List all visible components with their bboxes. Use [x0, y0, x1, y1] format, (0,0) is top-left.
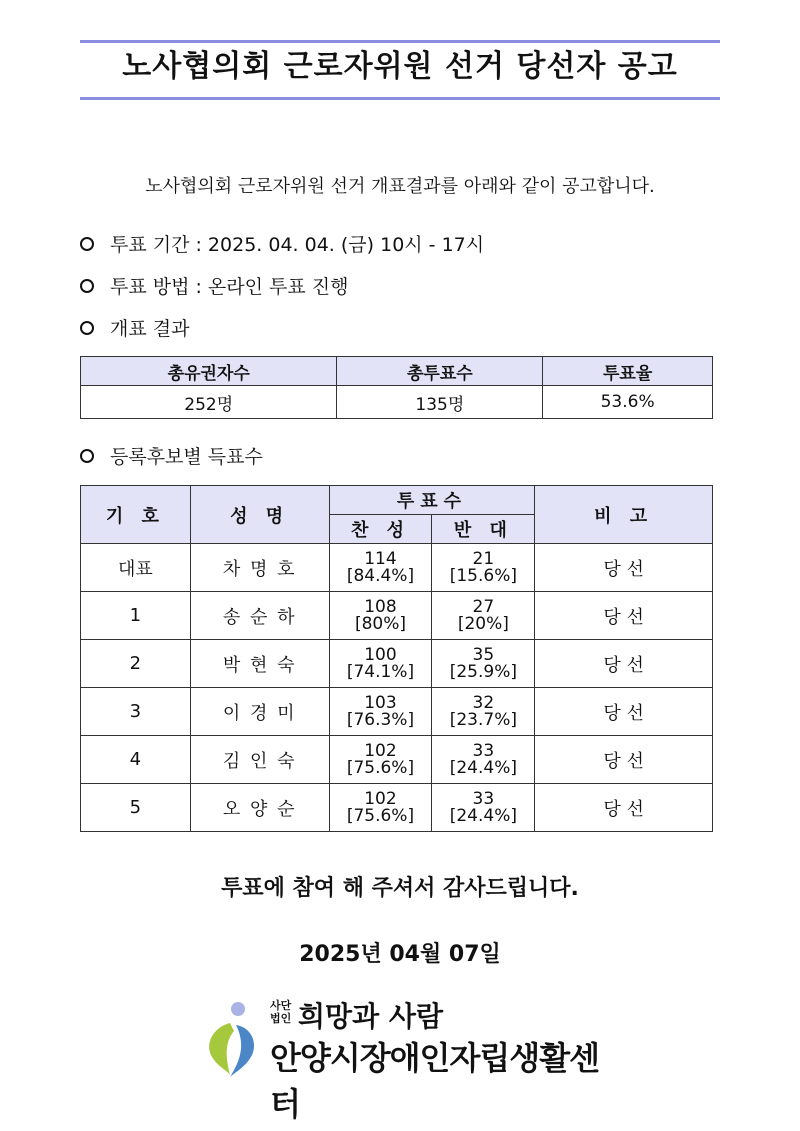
- votes-against-percent: [23.7%]: [449, 709, 518, 730]
- candidate-row: [81, 592, 713, 640]
- intro-text: 노사협의회 근로자위원 선거 개표결과를 아래와 같이 공고합니다.: [145, 176, 655, 197]
- summary-header-row: [81, 357, 713, 386]
- votes-for-percent: [74.1%]: [346, 661, 415, 682]
- votes-for-percent: [75.6%]: [346, 805, 415, 826]
- votes-against: [432, 784, 535, 832]
- organization-logo-icon: [200, 999, 270, 1079]
- period-text: 투표 기간 : 2025. 04. 04. (금) 10시 - 17시: [110, 234, 485, 256]
- votes-for: [329, 784, 432, 832]
- votes-against-count: 35: [472, 644, 495, 665]
- circle-bullet-icon: [80, 449, 94, 463]
- votes-for: [329, 544, 432, 592]
- votes-against-percent: [20%]: [457, 613, 509, 634]
- votes-against-count: 33: [472, 740, 495, 761]
- header-name: 성 명: [190, 486, 329, 544]
- organization-name: 안양시장애인자립생활센터: [270, 1039, 600, 1123]
- page-title: 노사협의회 근로자위원 선거 당선자 공고: [122, 49, 678, 84]
- total-voters-value: 252명: [81, 386, 337, 419]
- candidate-name: 김 인 숙: [190, 736, 329, 784]
- organization-signature: [200, 995, 620, 1123]
- votes-for-count: 114: [364, 548, 397, 569]
- total-votes-value: 135명: [337, 386, 543, 419]
- votes-against: [432, 592, 535, 640]
- votes-against-count: 21: [472, 548, 495, 569]
- votes-for-count: 103: [364, 692, 397, 713]
- votes-against: [432, 544, 535, 592]
- candidate-row: [81, 544, 713, 592]
- votes-for: [329, 592, 432, 640]
- header-against: 반 대: [432, 515, 535, 544]
- summary-table: [80, 356, 713, 419]
- organization-type: [270, 999, 291, 1025]
- votes-against-percent: [24.4%]: [449, 805, 518, 826]
- votes-against: [432, 688, 535, 736]
- bullet-result: [80, 314, 189, 341]
- votes-for-percent: [76.3%]: [346, 709, 415, 730]
- method-text: 투표 방법 : 온라인 투표 진행: [110, 276, 349, 298]
- candidate-name: 이 경 미: [190, 688, 329, 736]
- org-type-line2: 법인: [270, 1012, 292, 1025]
- header-votes: 투표수: [329, 486, 535, 515]
- votes-against: [432, 736, 535, 784]
- candidate-name: 박 현 숙: [190, 640, 329, 688]
- votes-against-count: 33: [472, 788, 495, 809]
- circle-bullet-icon: [80, 279, 94, 293]
- candidate-row: [81, 640, 713, 688]
- votes-for-percent: [80%]: [354, 613, 406, 634]
- header-turnout: 투표율: [543, 357, 713, 386]
- header-total-voters: 총유권자수: [81, 357, 337, 386]
- votes-for: [329, 688, 432, 736]
- votes-against-count: 32: [472, 692, 495, 713]
- thanks-text: 투표에 참여 해 주셔서 감사드립니다.: [221, 876, 579, 901]
- votes-against: [432, 640, 535, 688]
- candidate-name: 차 명 호: [190, 544, 329, 592]
- candidate-note: 당 선: [535, 736, 713, 784]
- candidate-note: 당 선: [535, 784, 713, 832]
- votes-for-count: 102: [364, 788, 397, 809]
- title-banner: [80, 40, 720, 100]
- circle-bullet-icon: [80, 321, 94, 335]
- bullet-candidates: [80, 442, 263, 469]
- votes-against-count: 27: [472, 596, 495, 617]
- candidate-symbol: 1: [81, 592, 191, 640]
- turnout-value: 53.6%: [543, 386, 713, 419]
- votes-against-percent: [25.9%]: [449, 661, 518, 682]
- candidate-symbol: 대표: [81, 544, 191, 592]
- votes-for: [329, 640, 432, 688]
- candidates-heading: 등록후보별 득표수: [110, 446, 263, 468]
- header-total-votes: 총투표수: [337, 357, 543, 386]
- result-heading: 개표 결과: [110, 318, 190, 340]
- candidate-note: 당 선: [535, 544, 713, 592]
- header-symbol: 기 호: [81, 486, 191, 544]
- candidate-note: 당 선: [535, 592, 713, 640]
- candidate-symbol: 3: [81, 688, 191, 736]
- date-text: 2025년 04월 07일: [299, 942, 501, 967]
- bullet-method: [80, 272, 349, 299]
- candidates-table: [80, 485, 713, 832]
- org-type-line1: 사단: [270, 999, 292, 1012]
- organization-slogan: 희망과 사람: [298, 1000, 443, 1033]
- votes-against-percent: [15.6%]: [449, 565, 518, 586]
- candidate-row: [81, 736, 713, 784]
- candidate-name: 오 양 순: [190, 784, 329, 832]
- votes-for-count: 108: [364, 596, 397, 617]
- votes-against-percent: [24.4%]: [449, 757, 518, 778]
- header-note: 비 고: [535, 486, 713, 544]
- votes-for-percent: [75.6%]: [346, 757, 415, 778]
- summary-value-row: [81, 386, 713, 419]
- candidate-symbol: 5: [81, 784, 191, 832]
- candidate-note: 당 선: [535, 688, 713, 736]
- circle-bullet-icon: [80, 237, 94, 251]
- candidate-note: 당 선: [535, 640, 713, 688]
- header-for: 찬 성: [329, 515, 432, 544]
- candidates-header-row: [81, 486, 713, 515]
- votes-for-count: 102: [364, 740, 397, 761]
- votes-for: [329, 736, 432, 784]
- candidate-symbol: 4: [81, 736, 191, 784]
- bullet-period: [80, 230, 484, 257]
- votes-for-count: 100: [364, 644, 397, 665]
- candidate-row: [81, 784, 713, 832]
- candidate-symbol: 2: [81, 640, 191, 688]
- candidate-row: [81, 688, 713, 736]
- candidate-name: 송 순 하: [190, 592, 329, 640]
- votes-for-percent: [84.4%]: [346, 565, 415, 586]
- candidates-body: [81, 544, 713, 832]
